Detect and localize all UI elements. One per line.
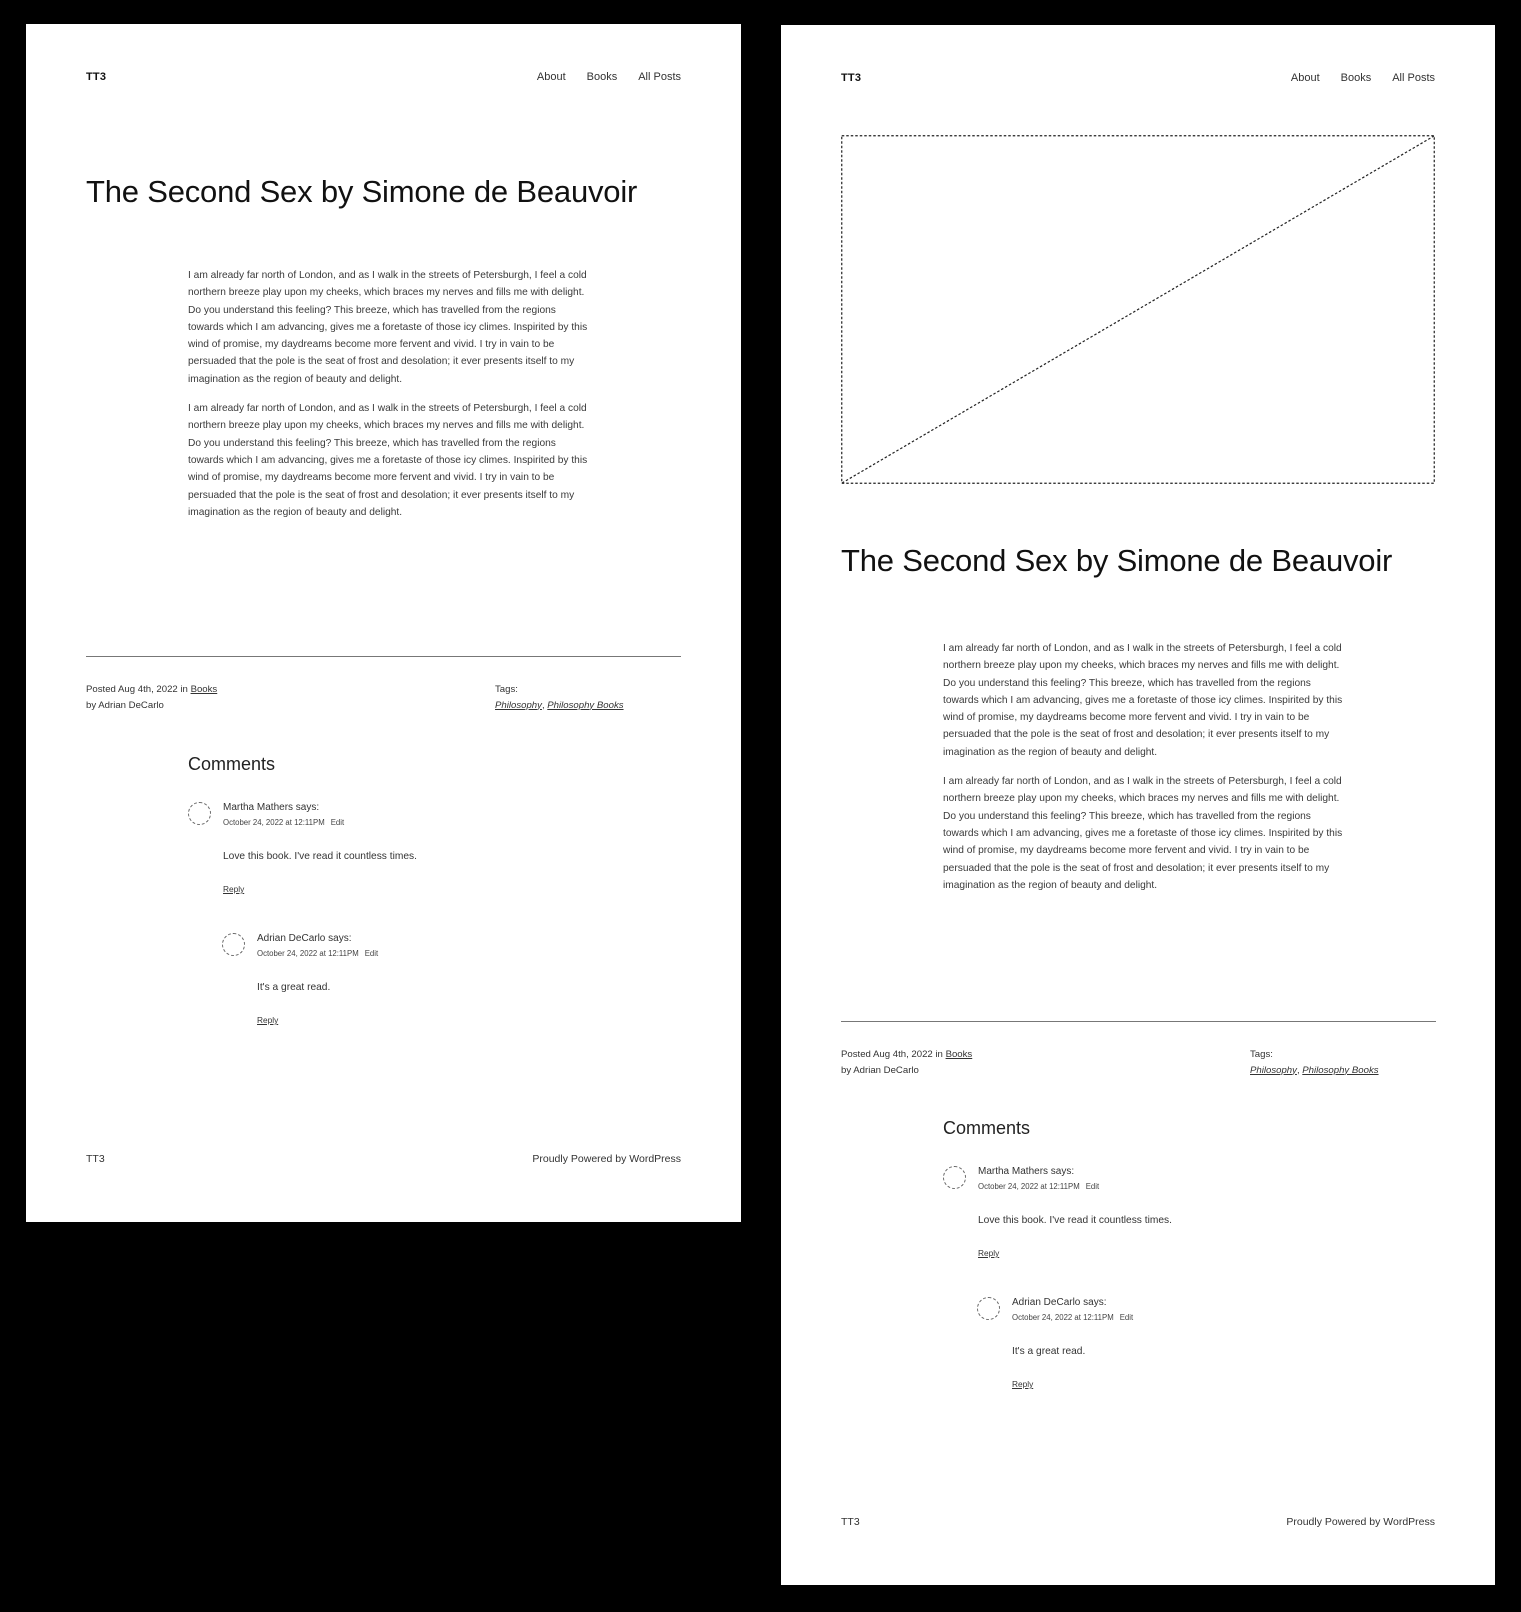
comment-date: [257, 949, 378, 958]
tags-list: [495, 698, 624, 714]
nav-books[interactable]: Books: [586, 71, 618, 83]
content-divider: [841, 1021, 1436, 1022]
tag-link[interactable]: Philosophy Books: [1302, 1064, 1379, 1076]
site-footer: [841, 1516, 1435, 1528]
comment-date: [223, 818, 344, 827]
tags-label: Tags:: [1250, 1049, 1273, 1060]
posted-line: [841, 1047, 972, 1063]
edit-link[interactable]: Edit: [364, 949, 379, 958]
byline: by Adrian DeCarlo: [841, 1064, 919, 1076]
comment-timestamp[interactable]: October 24, 2022 at 12:11PM: [223, 818, 325, 827]
site-header: [841, 68, 1435, 88]
post-tags: [1250, 1047, 1379, 1078]
edit-link[interactable]: Edit: [1119, 1313, 1134, 1322]
reply-link[interactable]: Reply: [978, 1248, 1000, 1258]
comment-author: Adrian DeCarlo says:: [1012, 1297, 1107, 1308]
footer-site-title[interactable]: TT3: [841, 1516, 860, 1528]
paragraph: I am already far north of London, and as I walk in the streets of Petersburgh, I feel a cold northern breeze play upon my cheeks, which braces my nerves and fills me with delight. Do you understand this feeling? This breeze, which has travelled from the regions towards which I am advancing, gives me a foretaste of those icy climes. Inspirited by this wind of promise, my daydreams become more fervent and vivid. I try in vain to be persuaded that the pole is the seat of frost and desolation; it ever presents itself to my imagination as the region of beauty and delight.: [943, 643, 1343, 758]
tag-separator: ,: [541, 699, 548, 711]
primary-nav: [1291, 72, 1435, 84]
comment-text: Love this book. I've read it countless times.: [223, 851, 417, 862]
paragraph: I am already far north of London, and as I walk in the streets of Petersburgh, I feel a cold northern breeze play upon my cheeks, which braces my nerves and fills me with delight. Do you understand this feeling? This breeze, which has travelled from the regions towards which I am advancing, gives me a foretaste of those icy climes. Inspirited by this wind of promise, my daydreams become more fervent and vivid. I try in vain to be persuaded that the pole is the seat of frost and desolation; it ever presents itself to my imagination as the region of beauty and delight.: [188, 403, 588, 518]
comment-author: Martha Mathers says:: [223, 802, 320, 813]
edit-link[interactable]: Edit: [1085, 1182, 1100, 1191]
comment-timestamp[interactable]: October 24, 2022 at 12:11PM: [257, 949, 359, 958]
avatar: [943, 1166, 966, 1189]
tag-link[interactable]: Philosophy Books: [547, 699, 624, 711]
comment-text: It's a great read.: [1012, 1346, 1086, 1357]
nav-all-posts[interactable]: All Posts: [638, 71, 681, 83]
tags-list: [1250, 1063, 1379, 1079]
paragraph: I am already far north of London, and as I walk in the streets of Petersburgh, I feel a cold northern breeze play upon my cheeks, which braces my nerves and fills me with delight. Do you understand this feeling? This breeze, which has travelled from the regions towards which I am advancing, gives me a foretaste of those icy climes. Inspirited by this wind of promise, my daydreams become more fervent and vivid. I try in vain to be persuaded that the pole is the seat of frost and desolation; it ever presents itself to my imagination as the region of beauty and delight.: [188, 270, 588, 385]
content-divider: [86, 656, 681, 657]
comment-timestamp[interactable]: October 24, 2022 at 12:11PM: [1012, 1313, 1114, 1322]
comments-section: [188, 754, 608, 1025]
post-content: [188, 267, 588, 533]
site-title[interactable]: TT3: [86, 71, 107, 83]
nav-books[interactable]: Books: [1340, 72, 1372, 84]
left-page: [26, 24, 741, 1222]
paragraph: I am already far north of London, and as I walk in the streets of Petersburgh, I feel a cold northern breeze play upon my cheeks, which braces my nerves and fills me with delight. Do you understand this feeling? This breeze, which has travelled from the regions towards which I am advancing, gives me a foretaste of those icy climes. Inspirited by this wind of promise, my daydreams become more fervent and vivid. I try in vain to be persuaded that the pole is the seat of frost and desolation; it ever presents itself to my imagination as the region of beauty and delight.: [943, 776, 1343, 891]
byline: by Adrian DeCarlo: [86, 699, 164, 711]
comment-date: [978, 1182, 1099, 1191]
reply-link[interactable]: Reply: [223, 884, 245, 894]
comment-text: It's a great read.: [257, 982, 331, 993]
featured-image-placeholder: [841, 135, 1435, 484]
comment-date: [1012, 1313, 1133, 1322]
comments-title: Comments: [188, 754, 276, 774]
footer-powered-by[interactable]: Proudly Powered by WordPress: [532, 1153, 681, 1165]
site-header: [86, 67, 681, 87]
post-meta-left: [841, 1047, 972, 1078]
category-link[interactable]: Books: [190, 684, 218, 695]
site-title[interactable]: TT3: [841, 72, 862, 84]
posted-line: [86, 682, 217, 698]
reply-link[interactable]: Reply: [257, 1015, 279, 1025]
footer-powered-by[interactable]: Proudly Powered by WordPress: [1286, 1516, 1435, 1528]
avatar: [188, 802, 211, 825]
posted-date: Posted Aug 4th, 2022 in: [841, 1049, 946, 1060]
post-content: [943, 640, 1343, 906]
reply-link[interactable]: Reply: [1012, 1379, 1034, 1389]
comment-text: Love this book. I've read it countless times.: [978, 1215, 1172, 1226]
comment-timestamp[interactable]: October 24, 2022 at 12:11PM: [978, 1182, 1080, 1191]
comments-section: [943, 1118, 1363, 1389]
primary-nav: [537, 71, 681, 83]
post-title: The Second Sex by Simone de Beauvoir: [841, 543, 1393, 578]
comment-author: Martha Mathers says:: [978, 1166, 1075, 1177]
tag-separator: ,: [1296, 1064, 1303, 1076]
right-page: [781, 25, 1495, 1585]
posted-date: Posted Aug 4th, 2022 in: [86, 684, 191, 695]
tag-link[interactable]: Philosophy: [1250, 1064, 1297, 1076]
tag-link[interactable]: Philosophy: [495, 699, 542, 711]
post-title: The Second Sex by Simone de Beauvoir: [86, 174, 638, 209]
post-meta-left: [86, 682, 217, 713]
image-placeholder-icon: [841, 135, 1435, 484]
post-tags: [495, 682, 624, 713]
edit-link[interactable]: Edit: [330, 818, 345, 827]
category-link[interactable]: Books: [945, 1049, 973, 1060]
site-footer: [86, 1153, 681, 1165]
tags-label: Tags:: [495, 684, 518, 695]
avatar: [977, 1297, 1000, 1320]
nav-all-posts[interactable]: All Posts: [1392, 72, 1435, 84]
comments-title: Comments: [943, 1118, 1031, 1138]
nav-about[interactable]: About: [536, 71, 566, 83]
nav-about[interactable]: About: [1290, 72, 1320, 84]
comment-author: Adrian DeCarlo says:: [257, 933, 352, 944]
avatar: [222, 933, 245, 956]
footer-site-title[interactable]: TT3: [86, 1153, 105, 1165]
